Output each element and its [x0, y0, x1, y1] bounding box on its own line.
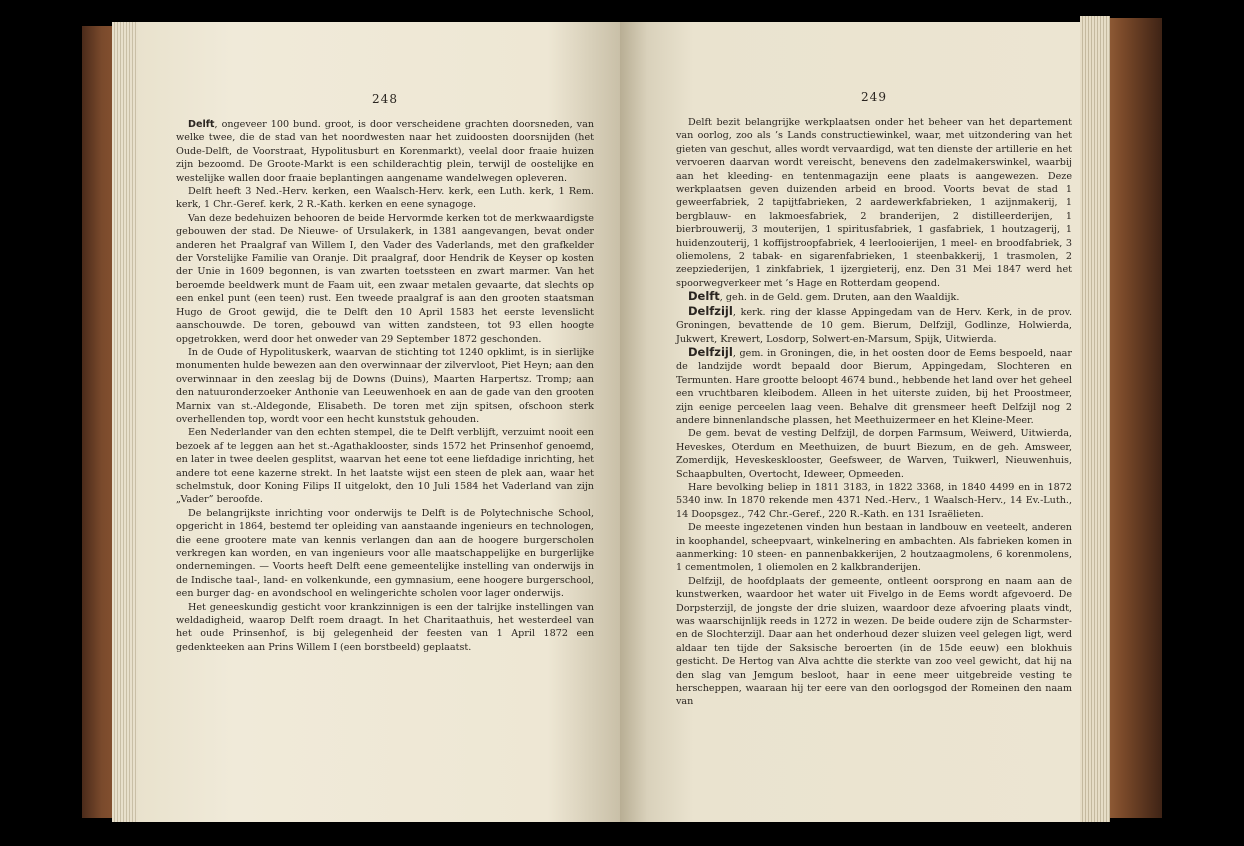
paragraph-text: , ongeveer 100 bund. groot, is door verscheidene grachten doorsneden, van welke twee, die de stad van het noordwesten naar het zuidoosten doorsnijden (het Oude-Delft, de Voorstraat, Hypolitusburt en Korenmarkt), veelal door fraaie huizen zijn bezoomd. De Groote-Markt is een schilderachtig plein, terwijl de oostelijke en westelijke wallen door fraaie beplantingen aangename wandelwegen opleveren. [176, 119, 594, 184]
page-number: 249 [861, 90, 887, 104]
paragraph [176, 507, 594, 601]
dictionary-entry [676, 290, 1072, 304]
paragraph [176, 426, 594, 506]
entry-lead: Delft [188, 119, 215, 130]
paragraph-text: In de Oude of Hypolituskerk, waarvan de stichting tot 1240 opklimt, is in sierlijke monumenten hulde bewezen aan den overwinnaar der zilvervloot, Piet Heyn; aan den overwinnaar in den zeeslag bij de Downs (Duins), Maarten Harpertsz. Tromp; aan den natuuronderzoeker Anthonie van Leeuwenhoek en aan de gade van den grooten Marnix van st.-Aldegonde, Elisabeth. De toren met zijn spitsen, ofschoon sterk overhellenden top, wordt voor een hecht kunststuk gehouden. [176, 346, 594, 425]
page-edges-left [112, 22, 140, 822]
paragraph-text: Van deze bedehuizen behooren de beide Hervormde kerken tot de merkwaardigste gebouwen der stad. De Nieuwe- of Ursulakerk, in 1381 aangevangen, bevat onder anderen het Praalgraf van Willem I, den Vader des Vaderlands, met den grafkelder der Vorstelijke Familie van Oranje. Dit praalgraf, door Hendrik de Keyser op kosten der Unie in 1609 begonnen, is van zwarten toetssteen en zwart marmer. Van het beroemde beeldwerk munt de Faam uit, een zwaar metalen gevaarte, dat slechts op een enkel punt (een teen) rust. Een tweede praalgraf is aan den grooten staatsman Hugo de Groot gewijd, die te Delft den 10 April 1583 het eerste levenslicht aanschouwde. De toren, gebouwd van witten zandsteen, tot 93 ellen hoogte opgetrokken, werd door het onweder van 29 September 1872 geschonden. [176, 212, 594, 345]
right-page [620, 22, 1080, 822]
entry-text: , gem. in Groningen, die, in het oosten door de Eems bespoeld, naar de landzijde wordt bepaald door Bierum, Appingedam, Slochteren en Termunten. Hare grootte beloopt 4674 bund., hebbende het land over het geheel een vruchtbaren kleibodem. Alleen in het uiterste zuiden, bij het Proostmeer, zijn eenige perceelen laag veen. Behalve dit grensmeer heeft Delfzijl nog 2 andere binnenlandsche plassen, het Meethuizermeer en het Kleine-Meer. [676, 347, 1072, 426]
paragraph [676, 116, 1072, 290]
entry-headword: Delfzijl [688, 344, 733, 359]
open-book [82, 14, 1162, 826]
paragraph-text: De gem. bevat de vesting Delfzijl, de dorpen Farmsum, Weiwerd, Uitwierda, Heveskes, Oterdum en Meethuizen, de buurt Biezum, en de geh. Amsweer, Zomerdijk, Heveskesklooster, Geefsweer, de Warven, Tuikwerl, Nieuwenhuis, Schaapbulten, Overtocht, Ideweer, Opmeeden. [676, 428, 1072, 480]
dictionary-entry [676, 346, 1072, 427]
paragraph-text: Delft bezit belangrijke werkplaatsen onder het beheer van het departement van oorlog, zoo als ’s Lands constructiewinkel, waar, met uitzondering van het gieten van geschut, alles wordt vervaardigd, wat ten dienste der artillerie en het vervoeren daarvan wordt vereischt, benevens den zadelmakerswinkel, waarbij aan het kleeding- en tentenmagazijn eene plaats is aangewezen. Deze werkplaatsen geven duizenden arbeid en brood. Voorts bevat de stad 1 geweerfabriek, 2 tapijtfabrieken, 2 aardewerkfabrieken, 1 azijnmakerij, 1 bergblauw- en lakmoesfabriek, 2 branderijen, 2 distilleerderijen, 1 bierbrouwerij, 3 mouterijen, 1 spiritusfabriek, 1 gasfabriek, 1 houtzagerij, 1 huidenzouterij, 1 koffijstroopfabriek, 4 leerlooierijen, 1 meel- en broodfabriek, 3 oliemolens, 2 tabak- en sigarenfabrieken, 1 steenbakkerij, 1 trasmolen, 2 zeepziederijen, 1 zinkfabriek, 1 ijzergieterij, enz. Den 31 Mei 1847 werd het spoorwegverkeer met ’s Hage en Rotterdam geopend. [676, 117, 1072, 289]
paragraph-text: De belangrijkste inrichting voor onderwijs te Delft is de Polytechnische School, opgericht in 1864, bestemd ter opleiding van aanstaande ingenieurs en technologen, die eene grootere mate van kennis verlangen dan aan de hoogere burgerscholen verkregen kan worden, en van ingenieurs voor alle maatschappelijke en burgerlijke ondernemingen. — Voorts heeft Delft eene gemeentelijke instelling van onderwijs in de Indische taal-, land- en volkenkunde, een gymnasium, eene hoogere burgerschool, een burger dag- en avondschool en welingerichte scholen voor lager onderwijs. [176, 507, 594, 600]
right-page-text [676, 116, 1072, 709]
paragraph [676, 575, 1072, 709]
paragraph [176, 185, 594, 212]
paragraph [676, 427, 1072, 481]
page-number: 248 [372, 92, 398, 106]
entry-text: , geh. in de Geld. gem. Druten, aan den Waaldijk. [719, 292, 960, 304]
page-edges-right [1080, 16, 1110, 822]
entry-headword: Delft [688, 289, 720, 304]
paragraph [176, 118, 594, 185]
paragraph-text: Het geneeskundig gesticht voor krankzinnigen is een der talrijke instellingen van weldadigheid, waarop Delft roem draagt. In het Charitaathuis, het westerdeel van het oude Prinsenhof, is bij gelegenheid der feesten van 1 April 1872 een gedenkteeken aan Prins Willem I (een borstbeeld) geplaatst. [176, 601, 594, 653]
entry-headword: Delfzijl [688, 303, 733, 318]
paragraph [676, 521, 1072, 575]
left-page [138, 22, 620, 822]
paragraph-text: Een Nederlander van den echten stempel, die te Delft verblijft, verzuimt nooit een bezoek af te leggen aan het st.-Agathaklooster, sinds 1572 het Prinsenhof genoemd, en later in twee deelen gesplitst, waarvan het eene tot eene liefdadige inrichting, het andere tot eene kazerne strekt. In het laatste wijst een steen de plek aan, waar het schelmstuk, door Koning Filips II uitgelokt, den 10 Juli 1584 het Vaderland van zijn „Vader” beroofde. [176, 427, 594, 506]
left-page-text [176, 118, 594, 654]
paragraph-text: Delft heeft 3 Ned.-Herv. kerken, een Waalsch-Herv. kerk, een Luth. kerk, 1 Rem. kerk, 1 Chr.-Geref. kerk, 2 R.-Kath. kerken en eene synagoge. [176, 186, 594, 211]
paragraph [176, 601, 594, 655]
paragraph [176, 346, 594, 426]
paragraph-text: Delfzijl, de hoofdplaats der gemeente, ontleent oorsprong en naam aan de kunstwerken, waardoor het water uit Fivelgo in de Eems wordt afgevoerd. De Dorpsterzijl, de jongste der drie sluizen, waardoor deze afvoering plaats vindt, was waarschijnlijk reeds in 1272 in wezen. De beide oudere zijn de Scharmster- en de Slochterzijl. Daar aan het onderhoud dezer sluizen veel gelegen ligt, werd aldaar ten tijde der Saksische beroerten (in de 15de eeuw) een blokhuis gesticht. De Hertog van Alva achtte die sterkte van zoo veel gewicht, dat hij na den slag van Jemgum besloot, haar in eene meer uitgebreide vesting te herscheppen, waaraan hij ter eere van den oorlogsgod der Romeinen den naam van [676, 575, 1072, 708]
entry-text: , kerk. ring der klasse Appingedam van de Herv. Kerk, in de prov. Groningen, bevattende de 10 gem. Bierum, Delfzijl, Godlinze, Holwierda, Jukwert, Krewert, Losdorp, Solwert-en-Marsum, Spijk, Uitwierda. [676, 306, 1072, 345]
paragraph-text: De meeste ingezetenen vinden hun bestaan in landbouw en veeteelt, anderen in koophandel, scheepvaart, winkelnering en ambachten. Als fabrieken komen in aanmerking: 10 steen- en pannenbakkerijen, 2 houtzaagmolens, 6 korenmolens, 1 cementmolen, 1 oliemolen en 2 kalkbranderijen. [676, 522, 1072, 574]
paragraph-text: Hare bevolking beliep in 1811 3183, in 1822 3368, in 1840 4499 en in 1872 5340 inw. In 1870 rekende men 4371 Ned.-Herv., 1 Waalsch-Herv., 14 Ev.-Luth., 14 Doopsgez., 742 Chr.-Geref., 220 R.-Kath. en 131 Israëlieten. [676, 481, 1072, 520]
paragraph [176, 212, 594, 346]
paragraph [676, 481, 1072, 521]
dictionary-entry [676, 305, 1072, 346]
